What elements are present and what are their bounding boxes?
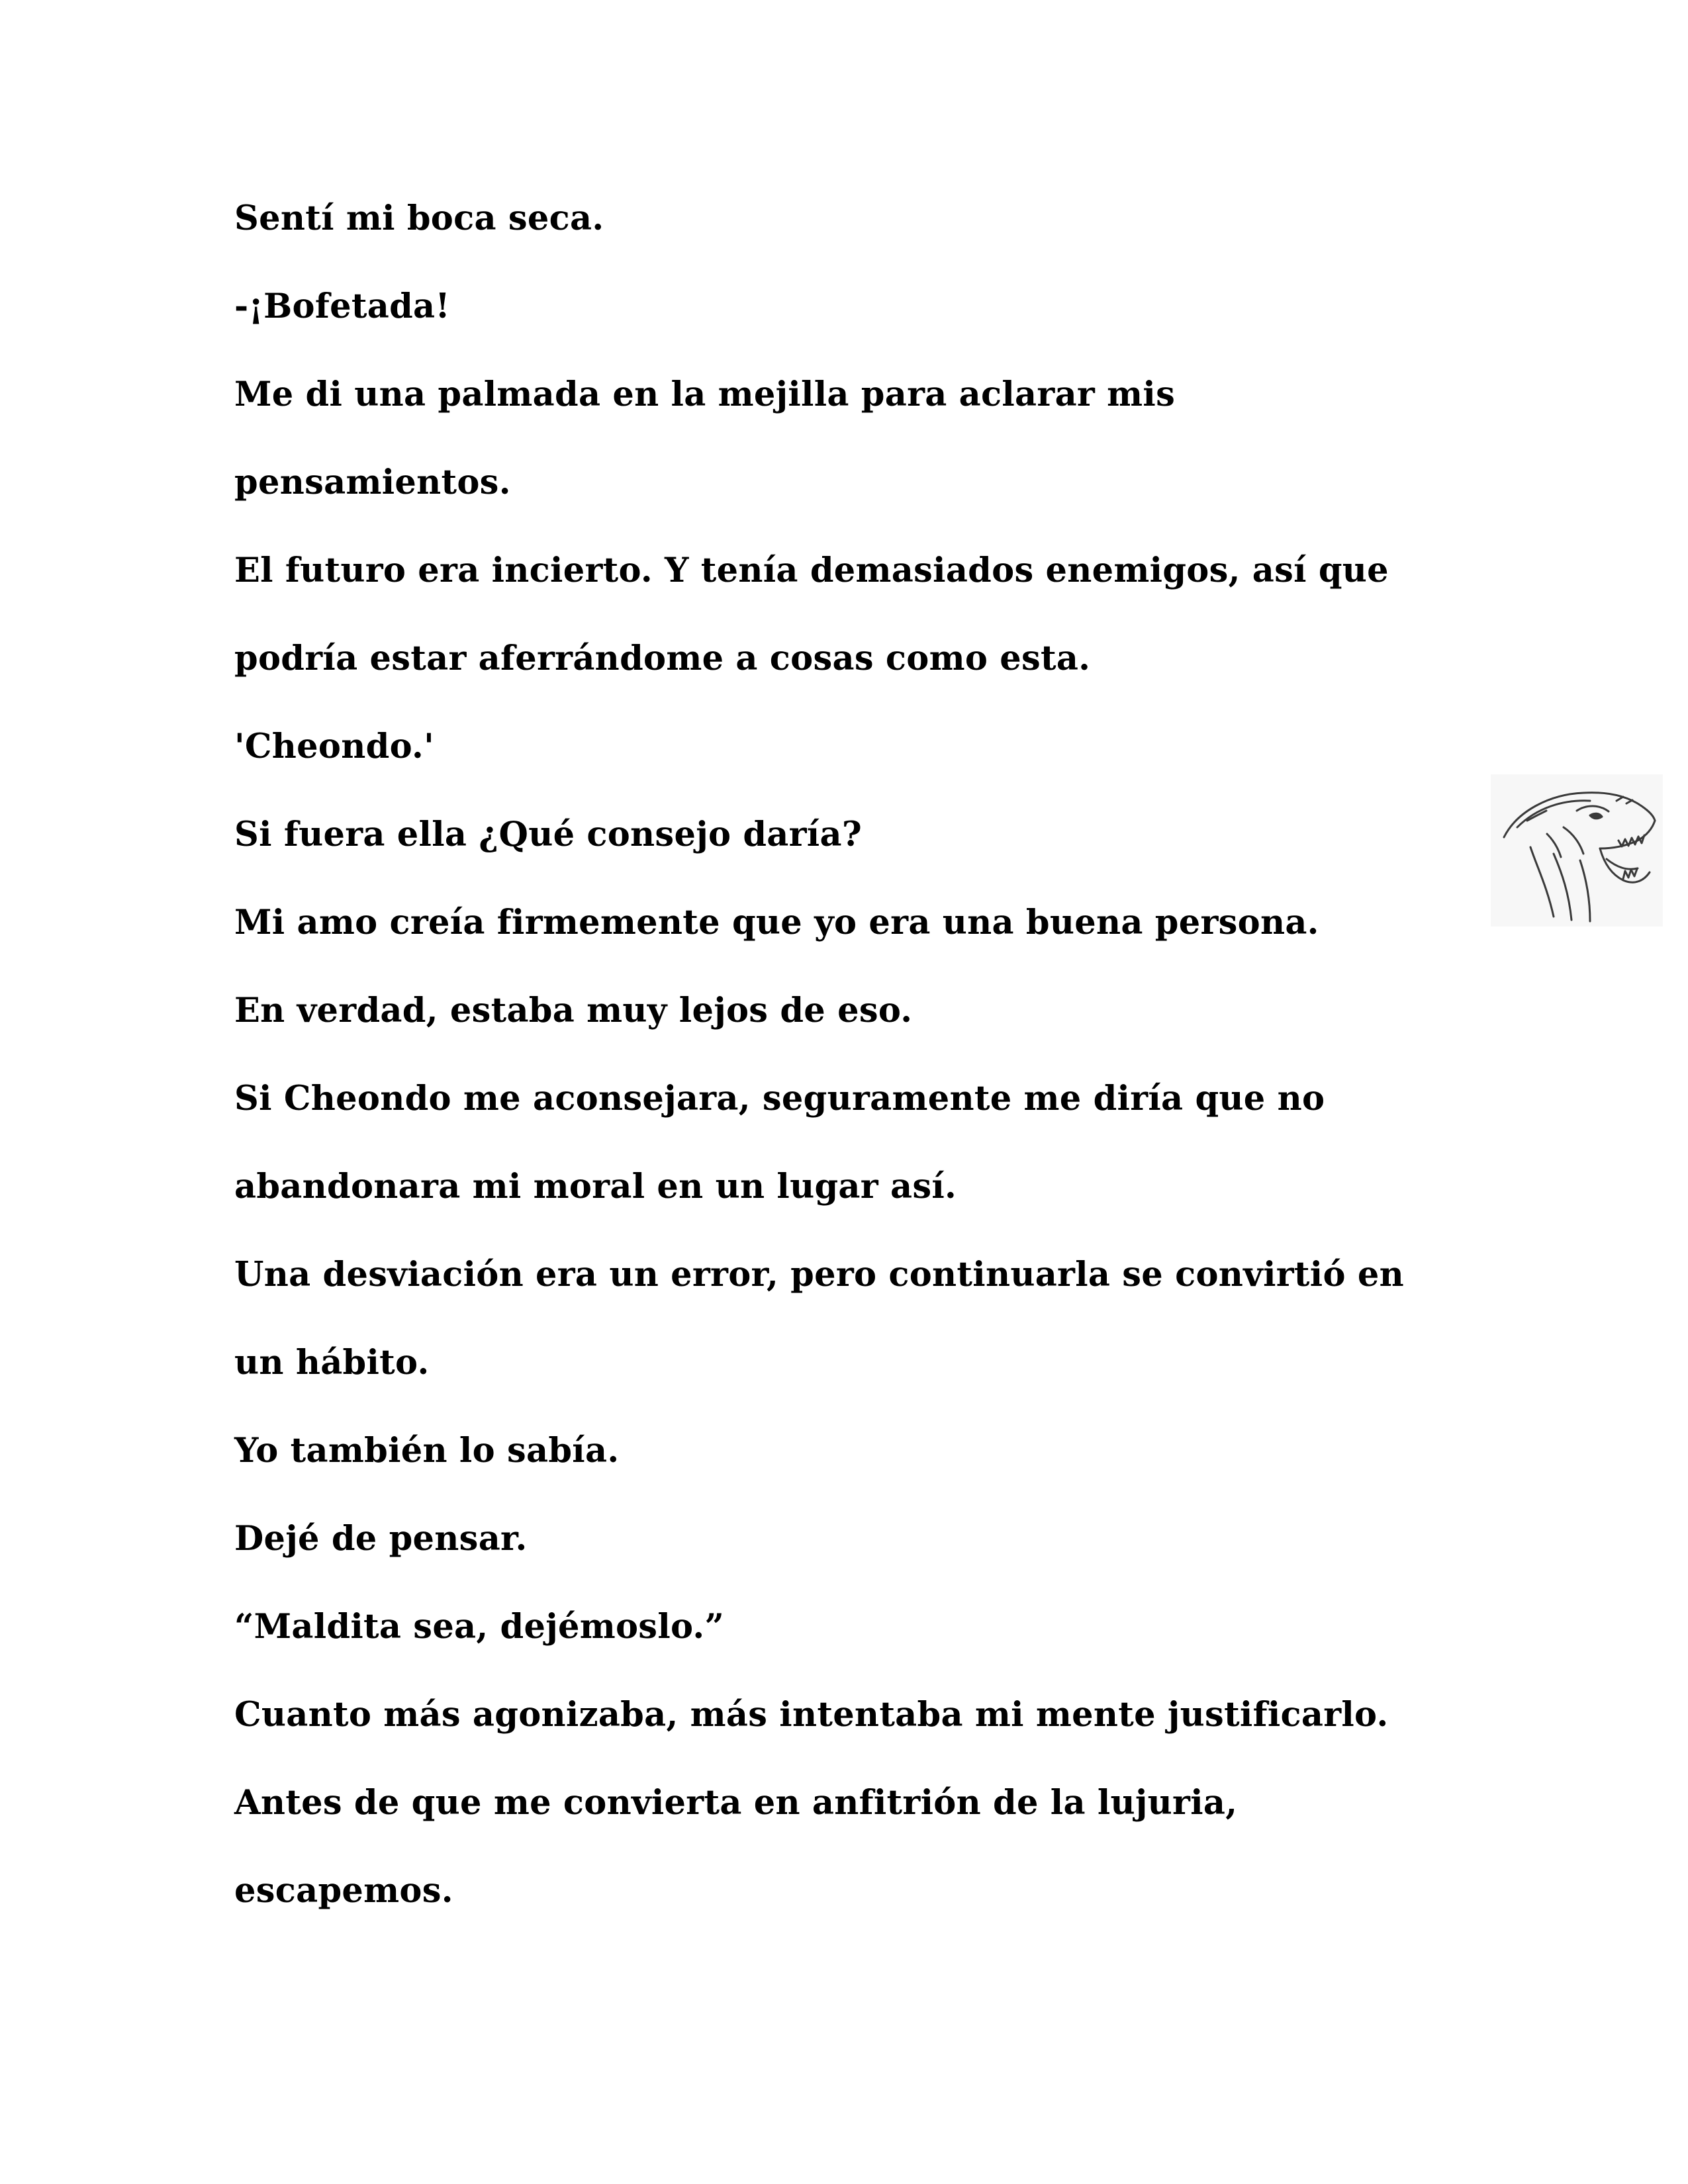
text-line: podría estar aferrándome a cosas como esta. <box>234 639 1091 678</box>
text-line: Si fuera ella ¿Qué consejo daría? <box>234 815 862 854</box>
text-line: Dejé de pensar. <box>234 1519 528 1559</box>
text-line: abandonara mi moral en un lugar así. <box>234 1167 957 1206</box>
text-line: Yo también lo sabía. <box>234 1431 620 1471</box>
text-line: En verdad, estaba muy lejos de eso. <box>234 991 913 1030</box>
text-line: Mi amo creía firmemente que yo era una buena persona. <box>234 903 1319 942</box>
text-line: 'Cheondo.' <box>234 727 434 766</box>
dinosaur-head-sketch-icon <box>1491 774 1663 927</box>
text-line: -¡Bofetada! <box>234 287 451 326</box>
text-line: un hábito. <box>234 1343 430 1383</box>
text-line: Sentí mi boca seca. <box>234 199 604 238</box>
text-line: “Maldita sea, dejémoslo.” <box>234 1607 725 1647</box>
text-line: pensamientos. <box>234 463 511 502</box>
text-line: Cuanto más agonizaba, más intentaba mi mente justificarlo. <box>234 1695 1389 1735</box>
body-text <box>234 192 1479 1952</box>
text-line: El futuro era incierto. Y tenía demasiados enemigos, así que <box>234 551 1389 590</box>
text-line: Una desviación era un error, pero continuarla se convirtió en <box>234 1255 1404 1295</box>
text-line: Antes de que me convierta en anfitrión de la lujuria, <box>234 1783 1238 1823</box>
text-line: Si Cheondo me aconsejara, seguramente me diría que no <box>234 1079 1325 1118</box>
text-line: escapemos. <box>234 1871 453 1911</box>
text-line: Me di una palmada en la mejilla para aclarar mis <box>234 375 1176 414</box>
